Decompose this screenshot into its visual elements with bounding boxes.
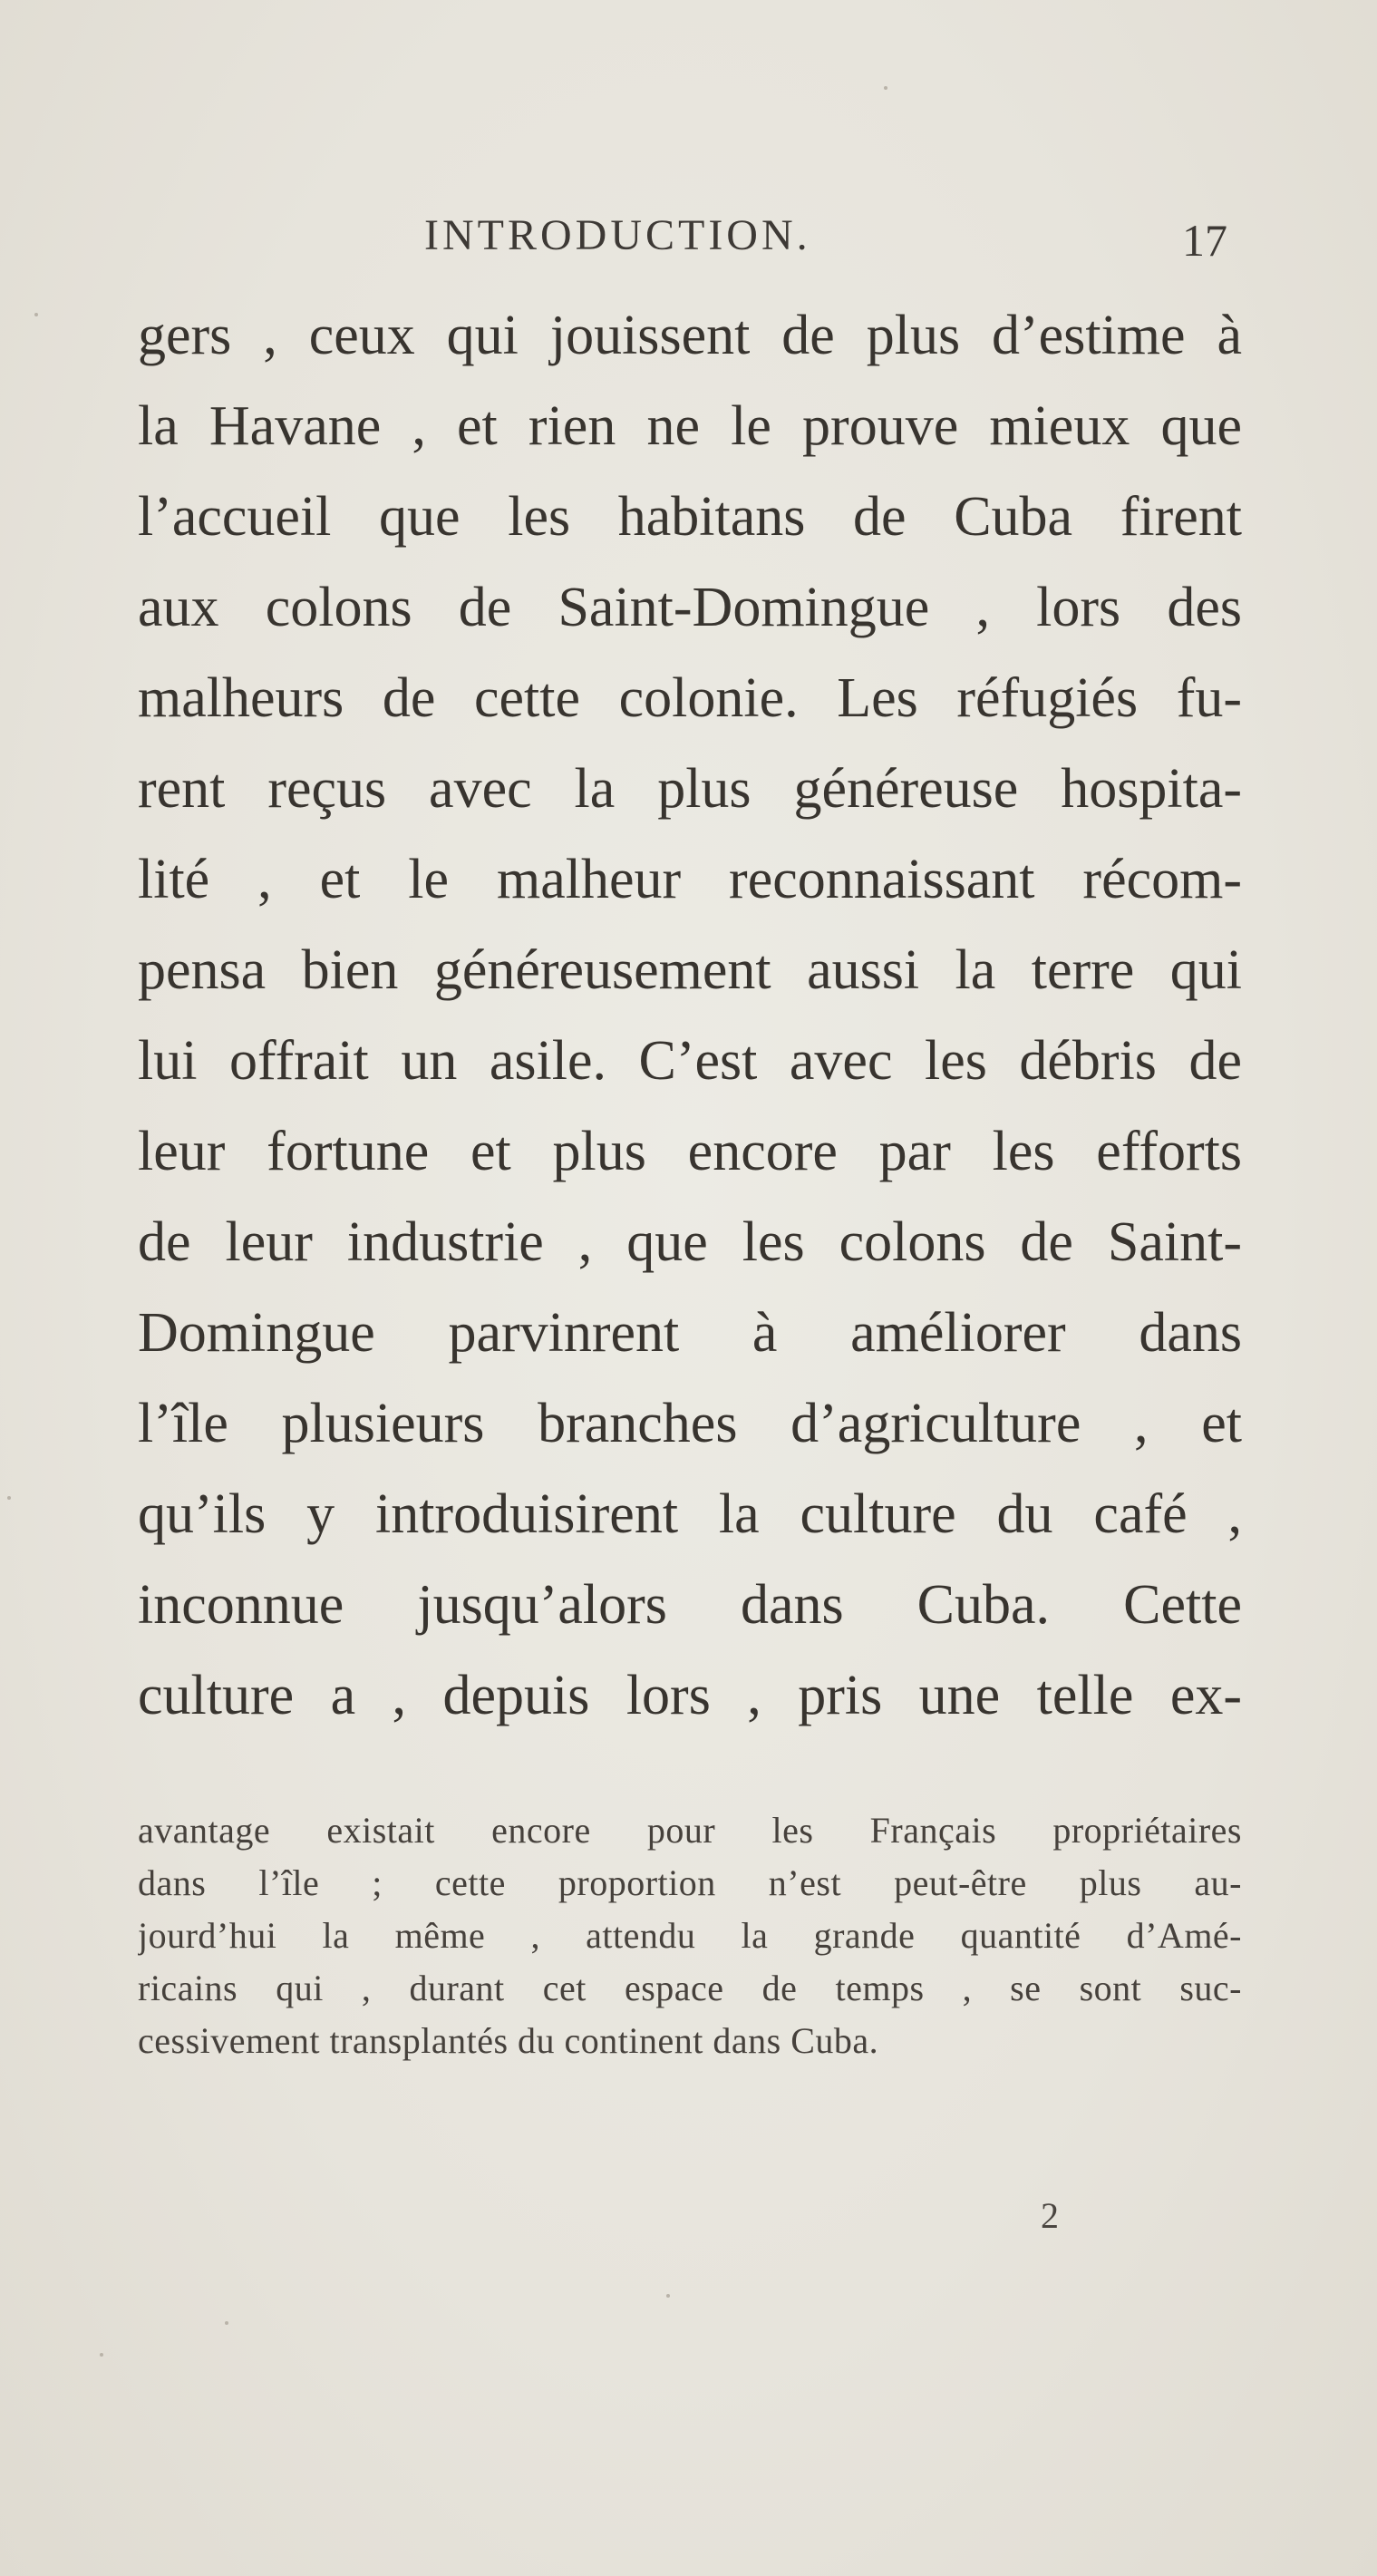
footnote-line: cessivement transplantés du continent dans Cuba. bbox=[138, 2020, 879, 2061]
paper-speck bbox=[225, 2321, 228, 2325]
body-line: la Havane , et rien ne le prouve mieux que bbox=[138, 395, 1242, 457]
body-line: aux colons de Saint-Domingue , lors des bbox=[138, 577, 1242, 638]
page-number: 17 bbox=[1182, 215, 1227, 266]
body-line: pensa bien généreusement aussi la terre qui bbox=[138, 939, 1242, 1001]
body-line: lité , et le malheur reconnaissant récom- bbox=[138, 849, 1242, 910]
footnote-line: ricains qui , durant cet espace de temps , se sont suc- bbox=[138, 1968, 1242, 2008]
body-line: inconnue jusqu’alors dans Cuba. Cette bbox=[138, 1574, 1242, 1636]
paper-speck bbox=[100, 2353, 103, 2357]
paper-speck bbox=[666, 2294, 670, 2298]
body-text bbox=[138, 290, 1242, 1741]
body-line: l’île plusieurs branches d’agriculture , et bbox=[138, 1393, 1242, 1454]
footnote-line: avantage existait encore pour les Français propriétaires bbox=[138, 1810, 1242, 1851]
body-line: malheurs de cette colonie. Les réfugiés fu- bbox=[138, 667, 1242, 729]
paper-speck bbox=[884, 86, 887, 90]
paper-speck bbox=[7, 1496, 11, 1500]
footnote-line: dans l’île ; cette proportion n’est peut-être plus au- bbox=[138, 1862, 1242, 1903]
body-line: culture a , depuis lors , pris une telle ex- bbox=[138, 1665, 1242, 1726]
body-line: gers , ceux qui jouissent de plus d’estime à bbox=[138, 305, 1242, 366]
footnote-line: jourd’hui la même , attendu la grande quantité d’Amé- bbox=[138, 1915, 1242, 1956]
body-line: l’accueil que les habitans de Cuba firent bbox=[138, 486, 1242, 548]
running-title: INTRODUCTION. bbox=[424, 211, 811, 259]
body-line: rent reçus avec la plus généreuse hospita- bbox=[138, 758, 1242, 820]
footnote bbox=[138, 1804, 1242, 2067]
body-line: lui offrait un asile. C’est avec les débris de bbox=[138, 1030, 1242, 1092]
body-line: Domingue parvinrent à améliorer dans bbox=[138, 1302, 1242, 1364]
page-header bbox=[136, 210, 1233, 274]
body-line: leur fortune et plus encore par les efforts bbox=[138, 1121, 1242, 1182]
signature-mark: 2 bbox=[1041, 2195, 1059, 2236]
paper-speck bbox=[34, 313, 38, 316]
body-line: qu’ils y introduisirent la culture du café , bbox=[138, 1483, 1242, 1545]
body-line: de leur industrie , que les colons de Saint- bbox=[138, 1211, 1242, 1273]
